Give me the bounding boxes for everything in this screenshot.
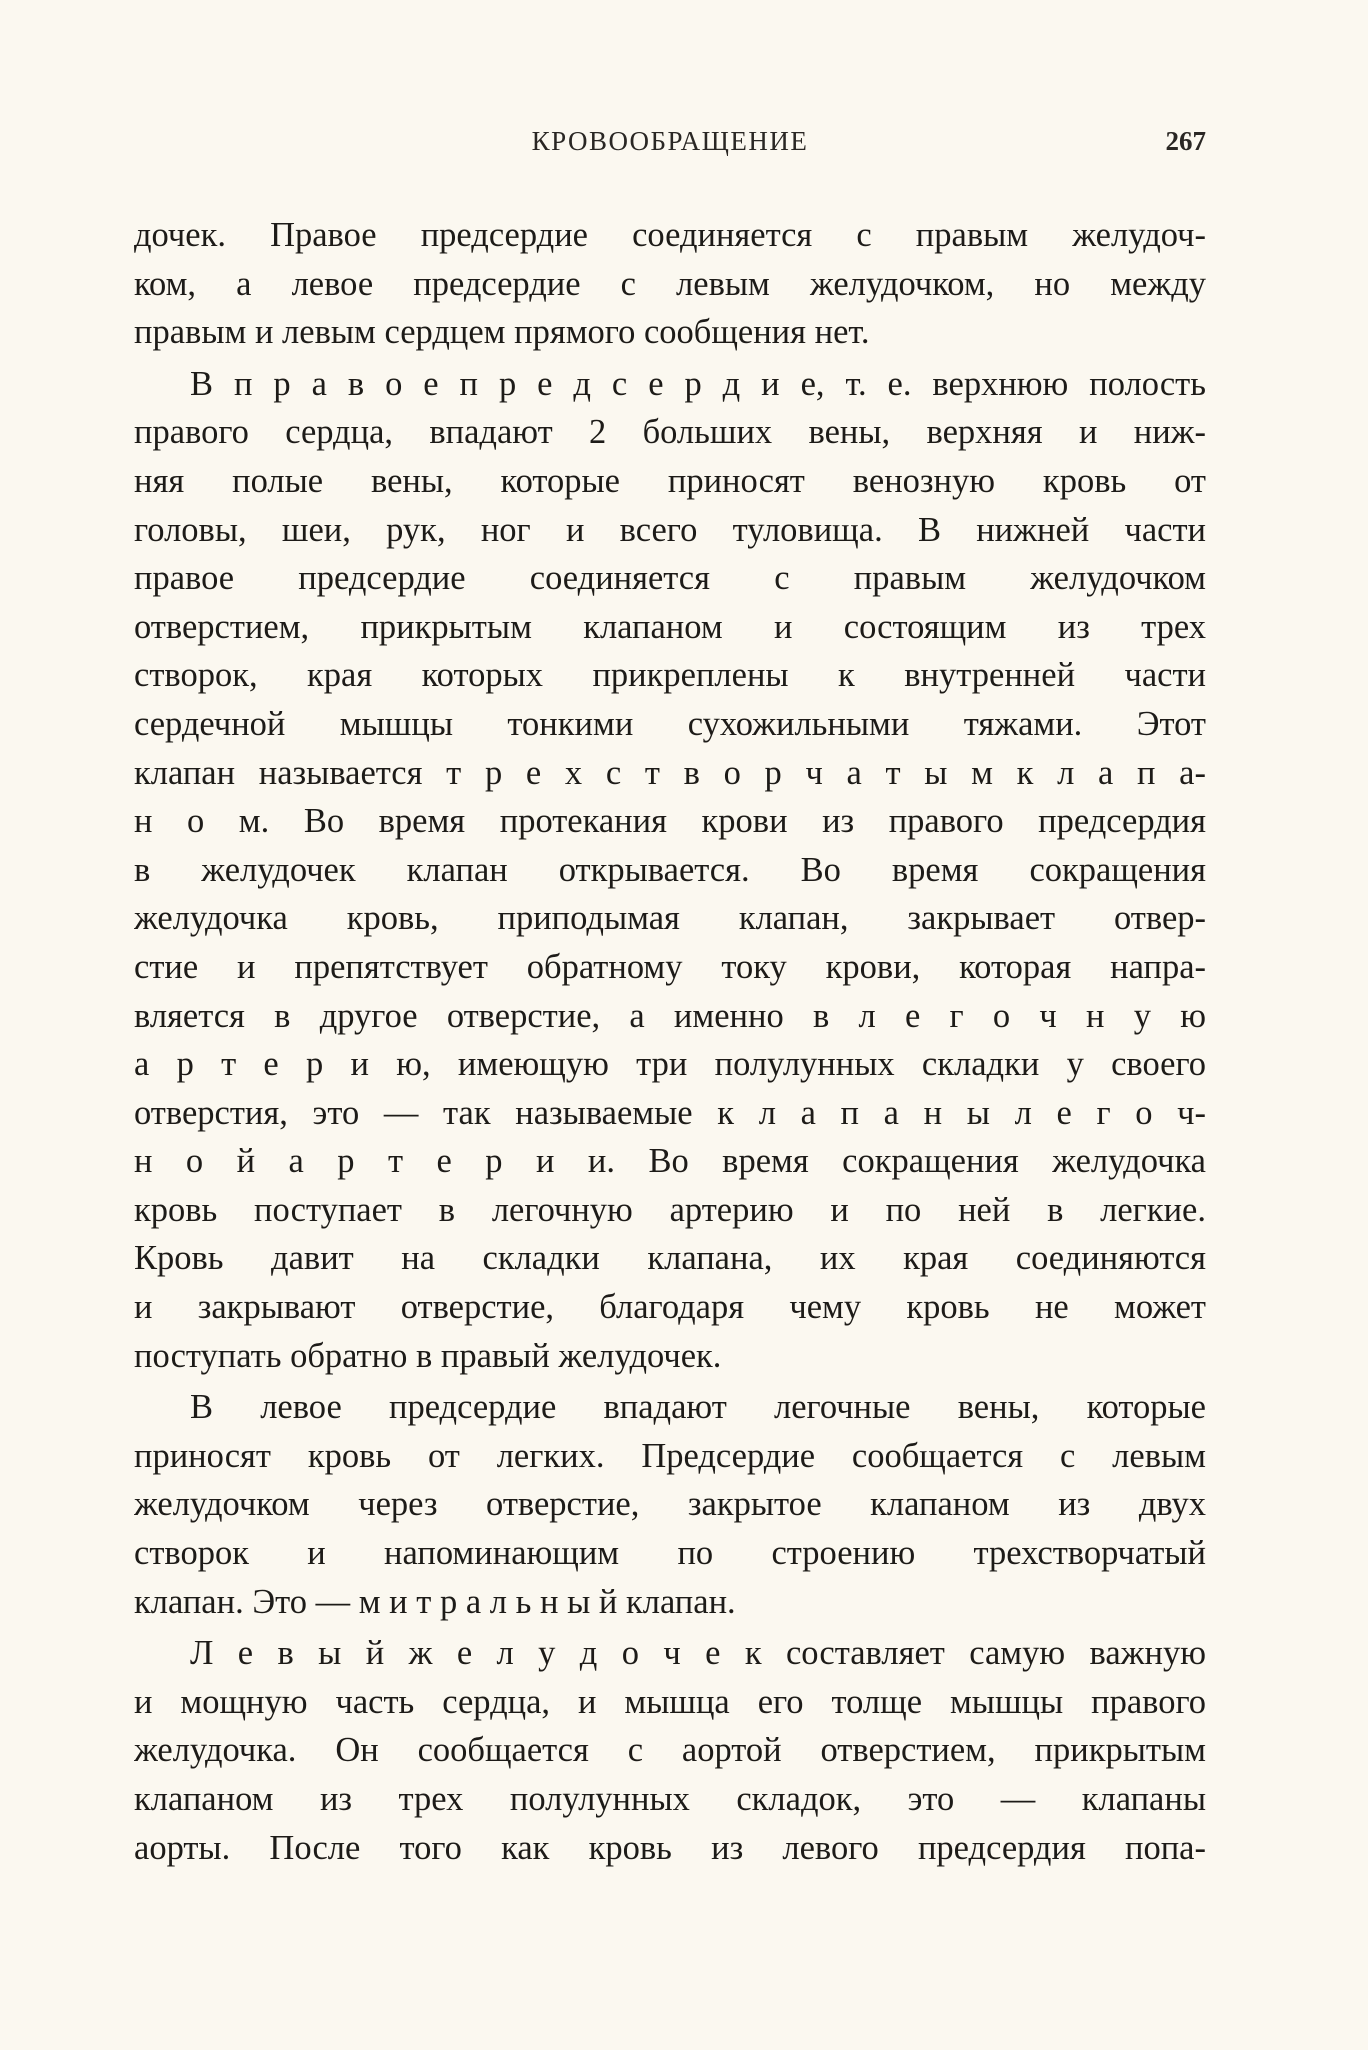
- text-line: а р т е р и ю, имеющую три полулунных складки у своего: [134, 1045, 1206, 1084]
- text-line: и закрывают отверстие, благодаря чему кровь не может: [134, 1288, 1206, 1327]
- text-line: В п р а в о е п р е д с е р д и е, т. е. верхнюю полость: [190, 364, 1206, 403]
- text-line: желудочком через отверстие, закрытое клапаном из двух: [134, 1485, 1206, 1524]
- text-line: н о м. Во время протекания крови из правого предсердия: [134, 802, 1206, 841]
- text-line: створок, края которых прикреплены к внутренней части: [134, 656, 1206, 695]
- text-line: правое предсердие соединяется с правым желудочком: [134, 559, 1206, 598]
- text-line: стие и препятствует обратному току крови, которая напра-: [134, 947, 1206, 986]
- text-line: приносят кровь от легких. Предсердие сообщается с левым: [134, 1436, 1206, 1475]
- text-line: поступать обратно в правый желудочек.: [134, 1336, 722, 1375]
- text-line: правого сердца, впадают 2 больших вены, верхняя и ниж-: [134, 413, 1206, 452]
- text-line: дочек. Правое предсердие соединяется с правым желудоч-: [134, 216, 1206, 254]
- text-line: н о й а р т е р и и. Во время сокращения желудочка: [134, 1142, 1206, 1181]
- text-line: желудочка. Он сообщается с аортой отверстием, прикрытым: [134, 1731, 1206, 1770]
- text-line: Кровь давит на складки клапана, их края соединяются: [134, 1239, 1206, 1278]
- text-line: В левое предсердие впадают легочные вены, которые: [190, 1388, 1206, 1427]
- text-line: в желудочек клапан открывается. Во время сокращения: [134, 850, 1206, 889]
- body-text: [134, 211, 1206, 1872]
- text-line: створок и напоминающим по строению трехстворчатый: [134, 1534, 1206, 1573]
- text-line: вляется в другое отверстие, а именно в л е г о ч н у ю: [134, 996, 1206, 1035]
- running-title: КРОВООБРАЩЕНИЕ: [531, 126, 809, 156]
- text-line: клапаном из трех полулунных складок, это — клапаны: [134, 1780, 1206, 1818]
- text-line: отверстием, прикрытым клапаном и состоящим из трех: [134, 607, 1206, 646]
- text-line: аорты. После того как кровь из левого предсердия попа-: [134, 1828, 1206, 1867]
- text-line: и мощную часть сердца, и мышца его толще мышцы правого: [134, 1682, 1206, 1721]
- text-line: клапан. Это — м и т р а л ь н ы й клапан.: [134, 1582, 736, 1621]
- text-line: отверстия, это — так называемые к л а п а н ы л е г о ч-: [134, 1093, 1206, 1132]
- text-line: сердечной мышцы тонкими сухожильными тяжами. Этот: [134, 704, 1206, 743]
- text-line: няя полые вены, которые приносят венозную кровь от: [134, 461, 1206, 500]
- text-line: правым и левым сердцем прямого сообщения нет.: [134, 313, 870, 352]
- text-line: ком, а левое предсердие с левым желудочком, но между: [134, 264, 1206, 303]
- text-line: кровь поступает в легочную артерию и по ней в легкие.: [134, 1190, 1206, 1229]
- page-header: [134, 126, 1206, 174]
- text-line: головы, шеи, рук, ног и всего туловища. В нижней части: [134, 510, 1206, 549]
- text-line: желудочка кровь, приподымая клапан, закрывает отвер-: [134, 899, 1206, 938]
- text-line: Л е в ы й ж е л у д о ч е к составляет самую важную: [190, 1634, 1206, 1673]
- text-line: клапан называется т р е х с т в о р ч а т ы м к л а п а-: [134, 753, 1206, 792]
- page-number: 267: [1165, 126, 1206, 156]
